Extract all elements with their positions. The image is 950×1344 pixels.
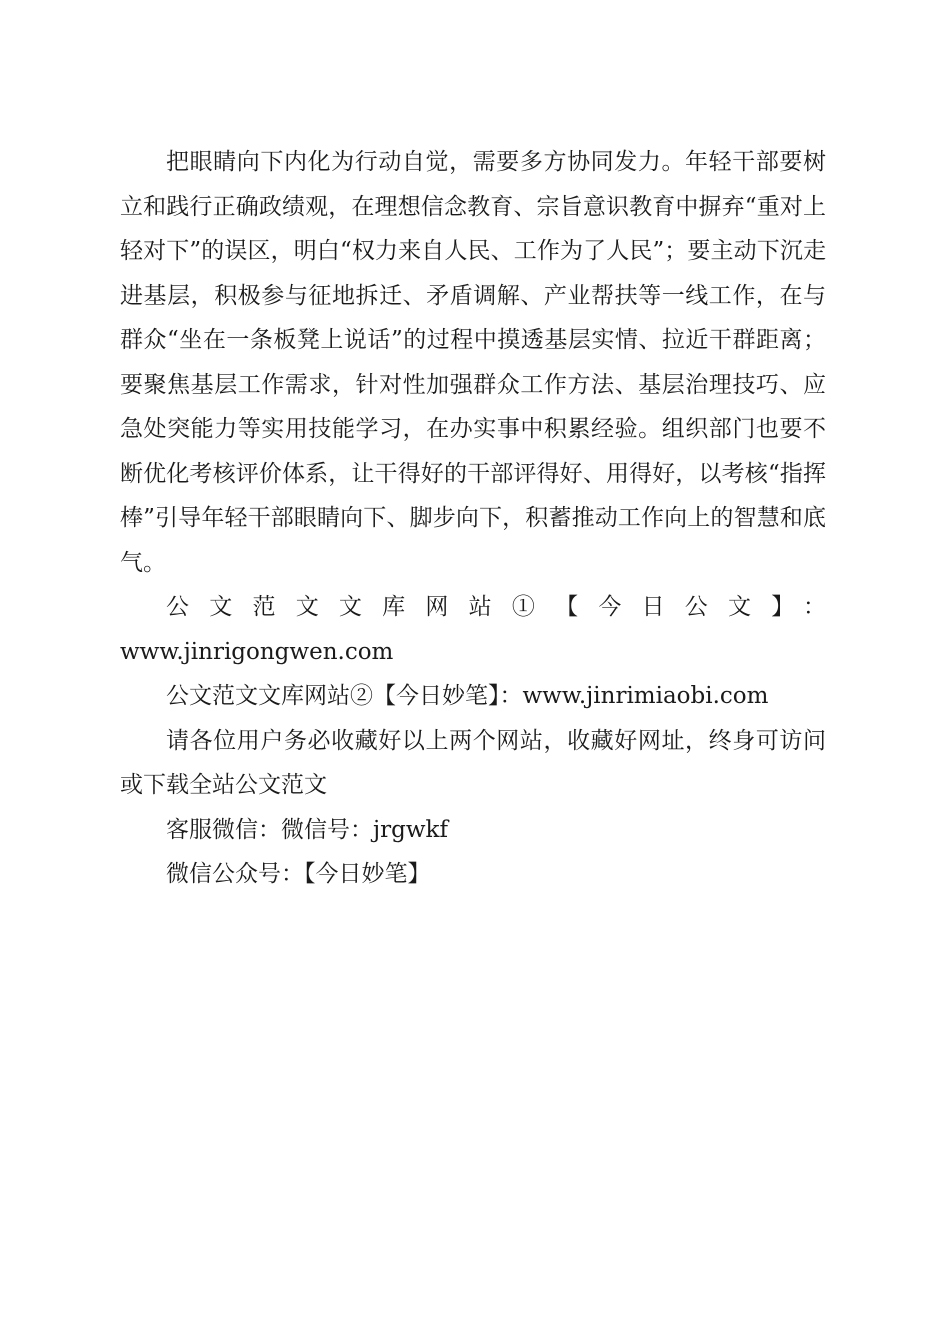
service-line: 客服微信：微信号：jrgwkf [166,816,448,843]
document-body [120,140,826,897]
official-account-line: 微信公众号：【今日妙笔】 [166,861,431,887]
notice-paragraph: 请各位用户务必收藏好以上两个网站，收藏好网址，终身可访问或下载全站公文范文 [120,727,826,798]
site1-url: www.jinrigongwen.com [120,638,394,665]
site2-line: 公文范文文库网站②【今日妙笔】：www.jinrimiaobi.com [166,683,769,709]
body-paragraph: 把眼睛向下内化为行动自觉，需要多方协同发力。年轻干部要树立和践行正确政绩观，在理想信念教育、宗旨意识教育中摒弃“重对上轻对下”的误区，明白“权力来自人民、工作为了人民”；要主动下沉走进基层，积极参与征地拆迁、矛盾调解、产业帮扶等一线工作，在与群众“坐在一条板凳上说话”的过程中摸透基层实情、拉近干群距离；要聚焦基层工作需求，针对性加强群众工作方法、基层治理技巧、应急处突能力等实用技能学习，在办实事中积累经验。组织部门也要不断优化考核评价体系，让干得好的干部评得好、用得好，以考核“指挥棒”引导年轻干部眼睛向下、脚步向下，积蓄推动工作向上的智慧和底气。 [120,149,826,576]
site1-label: 公文范文文库网站①【今日公文】： [166,594,826,620]
